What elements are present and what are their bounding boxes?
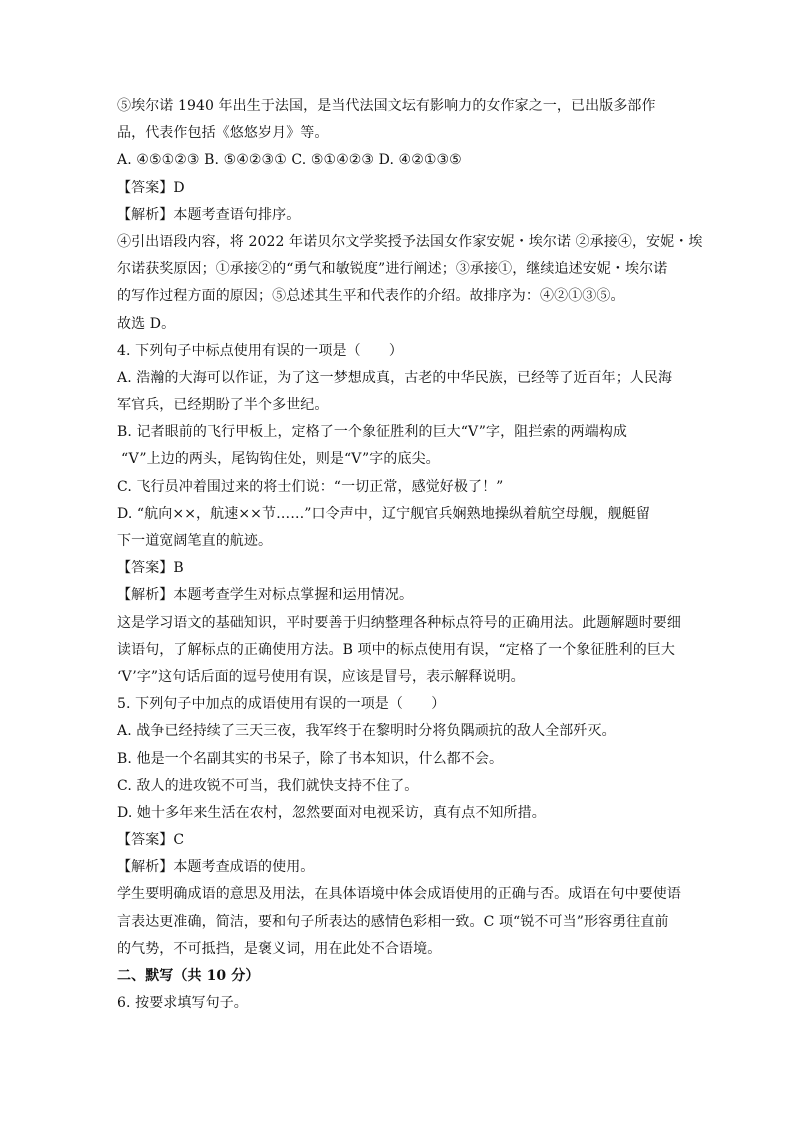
question-6: 6. 按要求填写句子。 — [117, 995, 248, 1012]
answer-label: 【答案】C — [117, 832, 185, 849]
text-line: 故选 D。 — [117, 315, 176, 332]
analysis-label: 【解析】本题考查语句排序。 — [117, 206, 301, 223]
text-line: 军官兵，已经期盼了半个多世纪。 — [117, 397, 329, 414]
option-a: A. 浩瀚的大海可以作证，为了这一梦想成真，古老的中华民族，已经等了近百年；人民海 — [117, 369, 673, 386]
text-line: 下一道宽阔笔直的航迹。 — [117, 533, 273, 549]
option-a: A. 战争已经持续了三天三夜，我军终于在黎明时分将负隅顽抗的敌人全部歼灭。 — [117, 723, 616, 740]
question-5: 5. 下列句子中加点的成语使用有误的一项是（ ） — [117, 696, 446, 713]
answer-label: 【答案】B — [117, 560, 184, 577]
option-b: B. 他是一个名副其实的书呆子，除了书本知识，什么都不会。 — [117, 750, 504, 767]
text-line: 尔诺获奖原因；①承接②的“勇气和敏锐度”进行阐述；③承接①，继续追述安妮・埃尔诺 — [117, 261, 668, 278]
answer-label: 【答案】D — [117, 179, 185, 196]
text-line: ④引出语段内容，将 2022 年诺贝尔文学奖授予法国女作家安妮・埃尔诺 ②承接④，安妮・埃 — [117, 233, 703, 250]
text-line: “V”上边的两头，尾钩钩住处，则是“V”字的底尖。 — [121, 451, 440, 468]
option-d: D. 她十多年来生活在农村，忽然要面对电视采访，真有点不知所措。 — [117, 804, 546, 821]
analysis-label: 【解析】本题考查学生对标点掌握和运用情况。 — [117, 587, 414, 604]
text-line: 言表达更准确，简洁，要和句子所表达的感情色彩相一致。C 项“锐不可当”形容勇往直前 — [117, 913, 669, 930]
option-c: C. 敌人的进攻锐不可当，我们就快支持不住了。 — [117, 777, 419, 794]
question-4: 4. 下列句子中标点使用有误的一项是（ ） — [117, 342, 404, 359]
text-line: 的气势，不可抵挡，是褒义词，用在此处不合语境。 — [117, 940, 442, 957]
section-heading: 二、默写（共 10 分） — [117, 968, 260, 984]
document-body — [117, 93, 703, 1017]
option-b: B. 记者眼前的飞行甲板上，定格了一个象征胜利的巨大“V”字，阻拦索的两端构成 — [117, 424, 628, 441]
analysis-label: 【解析】本题考查成语的使用。 — [117, 859, 315, 876]
text-line: 学生要明确成语的意思及用法，在具体语境中体会成语使用的正确与否。成语在句中要使语 — [117, 886, 681, 903]
option-c: C. 飞行员冲着围过来的将士们说：“一切正常，感觉好极了！” — [117, 478, 504, 495]
text-line: 的写作过程方面的原因；⑤总述其生平和代表作的介绍。故排序为：④②①③⑤。 — [117, 288, 625, 305]
text-line: 品，代表作包括《悠悠岁月》等。 — [117, 125, 329, 142]
text-line: ⑤埃尔诺 1940 年出生于法国，是当代法国文坛有影响力的女作家之一，已出版多部作 — [117, 98, 656, 114]
text-line: 读语句，了解标点的正确使用方法。B 项中的标点使用有误，“定格了一个象征胜利的巨大 — [117, 641, 675, 658]
text-line: ‘V’字”这句话后面的逗号使用有误，应该是冒号，表示解释说明。 — [117, 668, 525, 685]
answer-options: A. ④⑤①②③ B. ⑤④②③① C. ⑤①④②③ D. ④②①③⑤ — [117, 152, 462, 169]
option-d: D. “航向××，航速××节……”口令声中，辽宁舰官兵娴熟地操纵着航空母舰，舰艇留 — [117, 505, 650, 522]
text-line: 这是学习语文的基础知识，平时要善于归纳整理各种标点符号的正确用法。此题解题时要细 — [117, 614, 681, 631]
